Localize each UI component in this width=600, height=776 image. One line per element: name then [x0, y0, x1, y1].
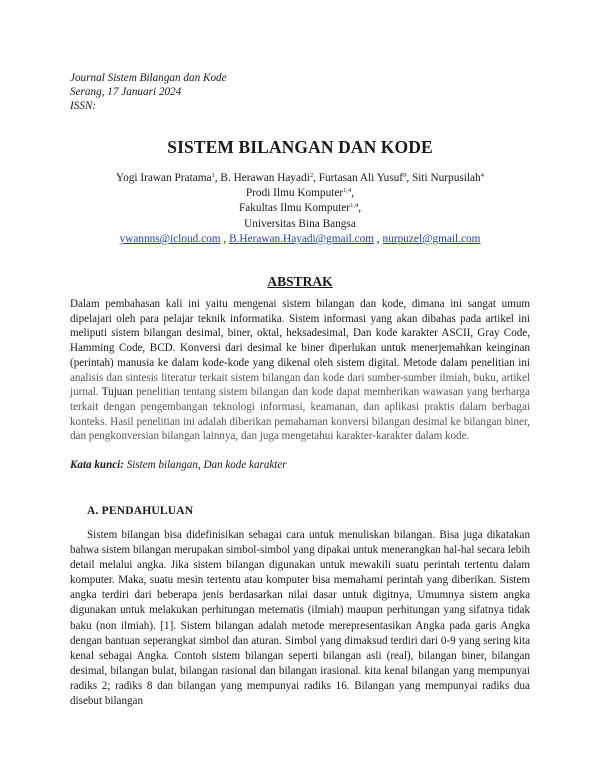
- journal-name: Journal Sistem Bilangan dan Kode: [70, 72, 227, 84]
- email-link-3[interactable]: nurpuzel@gmail.com: [382, 232, 481, 245]
- abstract-part-1: Dalam pembahasan kali ini yaitu mengenai sistem bilangan dan kode, dimana ini sangat umum dipelajari oleh para pelajar teknik informatika. Sistem informasi yang akan dibahas pada artikel ini meliputi sistem bilangan desimal, biner, oktal, heksadesimal, Dan kode karakter ASCII, Gray Code, Hamming Code, BCD. Konversi dari desimal ke biner diperlukan untuk menerjemahkan keinginan (perintah) manusia ke dalam kode-kode yang dikenal oleh sistem digital. Metode dalam penelitian ini: [70, 298, 530, 369]
- affiliation-tail: ,: [358, 202, 362, 215]
- journal-issn: ISSN:: [70, 100, 97, 112]
- affiliation-university: Universitas Bina Bangsa: [244, 217, 356, 230]
- author-sup: 4: [480, 172, 484, 179]
- journal-place-date: Serang, 17 Januari 2024: [70, 86, 182, 98]
- affiliation-faculty: [0, 201, 600, 216]
- author-name: Yogi Irawan Pratama: [116, 172, 212, 184]
- email-line: ywannns@icloud.com , B.Herawan.Hayadi@gmail.com , nurpuzel@gmail.com: [119, 232, 481, 245]
- journal-header: [70, 71, 227, 113]
- section-paragraph: Sistem bilangan bisa didefinisikan sebagai cara untuk menuliskan bilangan. Bisa juga dikatakan bahwa sistem bilangan merupakan simbol-simbol yang dipakai untuk menerangkan hal-hal secara lebih detail melalui angka. Jika sistem bilangan digunakan untuk mewakili suatu perintah tertentu dalam komputer. Maka, suatu mesin tertentu atau komputer bisa memahami perintah yang diberikan. Sistem angka terdiri dari beberapa jenis berdasarkan nilai dasar untuk digitnya, Umumnya sistem angka digunakan untuk melakukan perhitungan metematis (ilmiah) maupun perhitungan yang sifatnya tidak baku (non ilmiah). [1]. Sistem bilangan adalah metode merepresentasikan Angka pada garis Angka dengan bantuan seperangkat simbol dan aturan. Simbol yang dimaksud terdiri dari 0-9 yang sering kita kenal sebagai Angka. Contoh sistem bilangan seperti bilangan asli (real), bilangan biner, bilangan desimal, bilangan bulat, bilangan rasional dan bilangan irasional. kita kenal bilangan yang mempunyai radiks 2; radiks 8 dan bilangan yang mempunyai radiks 16. Bilangan yang mempunyai radiks dua disebut bilangan: [70, 529, 530, 708]
- abstract-text: [70, 297, 530, 444]
- paper-title: SISTEM BILANGAN DAN KODE: [167, 137, 433, 157]
- email-link-1[interactable]: ywannns@icloud.com: [119, 232, 221, 245]
- keywords-text: Sistem bilangan, Dan kode karakter: [123, 459, 287, 471]
- keywords-label: Kata kunci:: [70, 459, 124, 471]
- author-line: [0, 171, 600, 186]
- abstract-part-4: penelitian tentang sistem bilangan dan kode dapat memberikan wawasan yang berharga terkait dengan pengembangan teknologi informasi, keamanan, dan aplikasi praktis dalam berbagai konteks. Hasil penelitian ini adalah diberikan pemahaman konversi bilangan desimal ke bilangan biner, dan pengkonversian bilangan lainnya, dan juga mengetahui karakter-karakter dalam kode.: [70, 386, 530, 443]
- abstract-part-2: analisis dan sintesis literatur terkait sistem bilangan dan kode dari sumber-sumber ilmiah, buku, artikel jurnal.: [70, 371, 530, 399]
- affiliation-sup: 1,4: [350, 202, 359, 210]
- author-block: [0, 171, 600, 247]
- author-sup: 2: [309, 172, 314, 179]
- section-heading: A. PENDAHULUAN: [87, 505, 194, 517]
- abstract-heading: ABSTRAK: [267, 274, 333, 289]
- author-name: , B. Herawan Hayadi: [214, 172, 310, 184]
- author-name: , Siti Nurpusilah: [406, 172, 481, 184]
- affiliation-prodi: [0, 186, 600, 201]
- author-sup: 1: [211, 172, 215, 179]
- email-link-2[interactable]: B.Herawan.Hayadi@gmail.com: [229, 232, 375, 245]
- affiliation-text: Prodi Ilmu Komputer: [245, 187, 344, 200]
- affiliation-text: Fakultas Ilmu Komputer: [238, 202, 351, 215]
- affiliation-tail: ,: [351, 187, 355, 200]
- abstract-part-3: Tujuan: [98, 386, 133, 399]
- affiliation-sup: 1,4: [343, 187, 352, 195]
- author-sup: 9: [403, 172, 407, 179]
- keywords-line: [70, 459, 530, 471]
- author-name: , Furtasan Ali Yusuf: [313, 172, 404, 184]
